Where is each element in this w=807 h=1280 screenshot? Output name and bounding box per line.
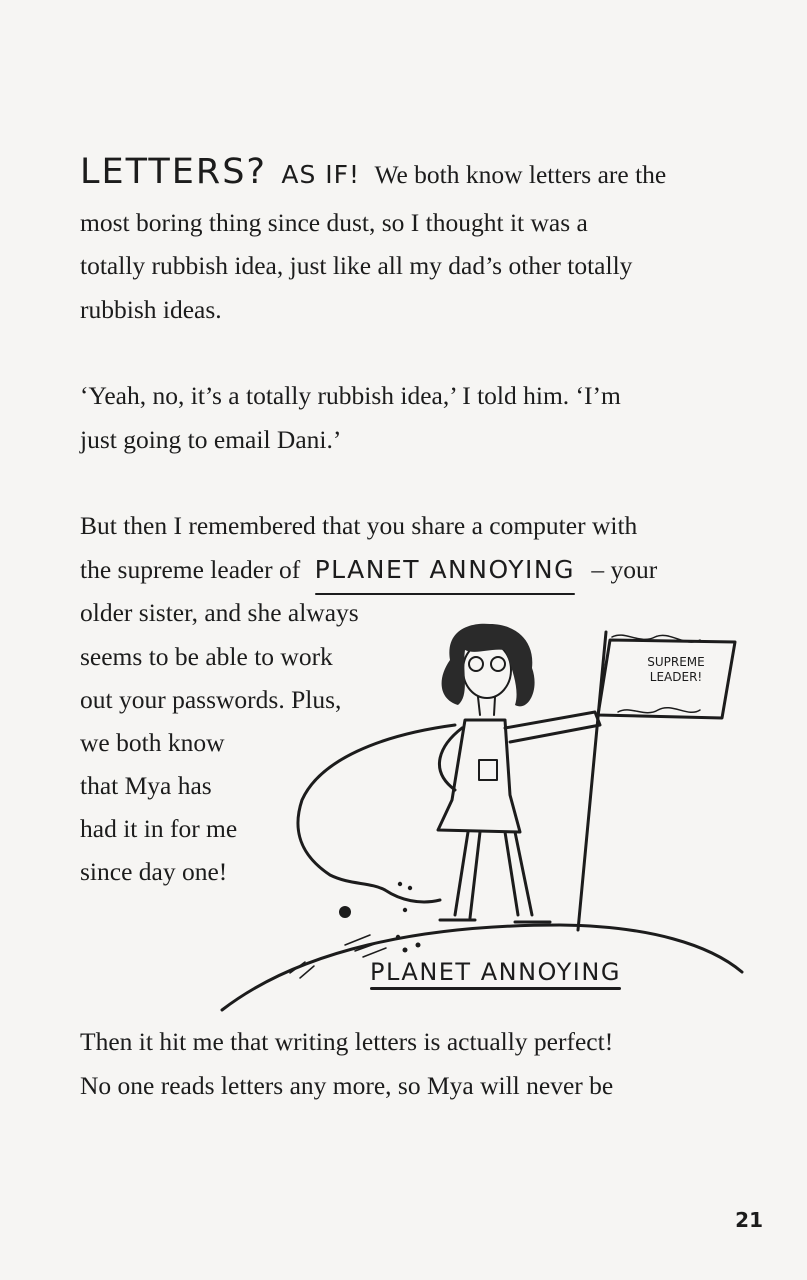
text-span: seems to be able to work: [80, 642, 333, 671]
text-span: rubbish ideas.: [80, 295, 222, 324]
opening-text: We both know letters are the: [374, 160, 667, 189]
flag-line-2: LEADER!: [649, 670, 703, 684]
text-span: older sister, and she always: [80, 598, 359, 627]
text-span: had it in for me: [80, 814, 238, 843]
text-span: No one reads letters any more, so Mya will never be: [80, 1071, 614, 1100]
text-span: since day one!: [80, 857, 228, 886]
text-span: But then I remembered that you share a computer with: [80, 511, 638, 540]
text-span: the supreme leader of: [80, 555, 301, 584]
text-span: Then it hit me that writing letters is actually perfect!: [80, 1027, 614, 1056]
dress-pocket: [479, 760, 497, 780]
flag-text: [636, 655, 716, 685]
as-if-hand-lettering: AS IF!: [281, 160, 361, 189]
paragraph-4-line-1: [80, 1020, 712, 1064]
paragraph-4-line-2: [80, 1064, 712, 1108]
leg-left: [455, 832, 480, 918]
flag-pole: [578, 632, 606, 930]
leg-right: [505, 832, 532, 915]
cape-outline: [298, 725, 455, 902]
hair: [442, 624, 535, 707]
text-span: totally rubbish idea, just like all my dad’s other totally: [80, 251, 633, 280]
planet-annoying-caption: PLANET ANNOYING: [370, 958, 621, 986]
flag-line-1: SUPREME: [647, 655, 705, 669]
arm-right: [505, 712, 600, 742]
text-span: that Mya has: [80, 771, 212, 800]
planet-annoying-inline-lettering: PLANET ANNOYING: [315, 548, 575, 592]
text-span: just going to email Dani.’: [80, 425, 342, 454]
text-span: most boring thing since dust, so I thought it was a: [80, 208, 588, 237]
text-span: we both know: [80, 728, 225, 757]
page-number: 21: [735, 1208, 763, 1232]
text-span: ‘Yeah, no, it’s a totally rubbish idea,’ I told him. ‘I’m: [80, 381, 621, 410]
text-span: – your: [591, 555, 658, 584]
letters-hand-lettering: LETTERS?: [80, 152, 267, 192]
text-span: out your passwords. Plus,: [80, 685, 342, 714]
